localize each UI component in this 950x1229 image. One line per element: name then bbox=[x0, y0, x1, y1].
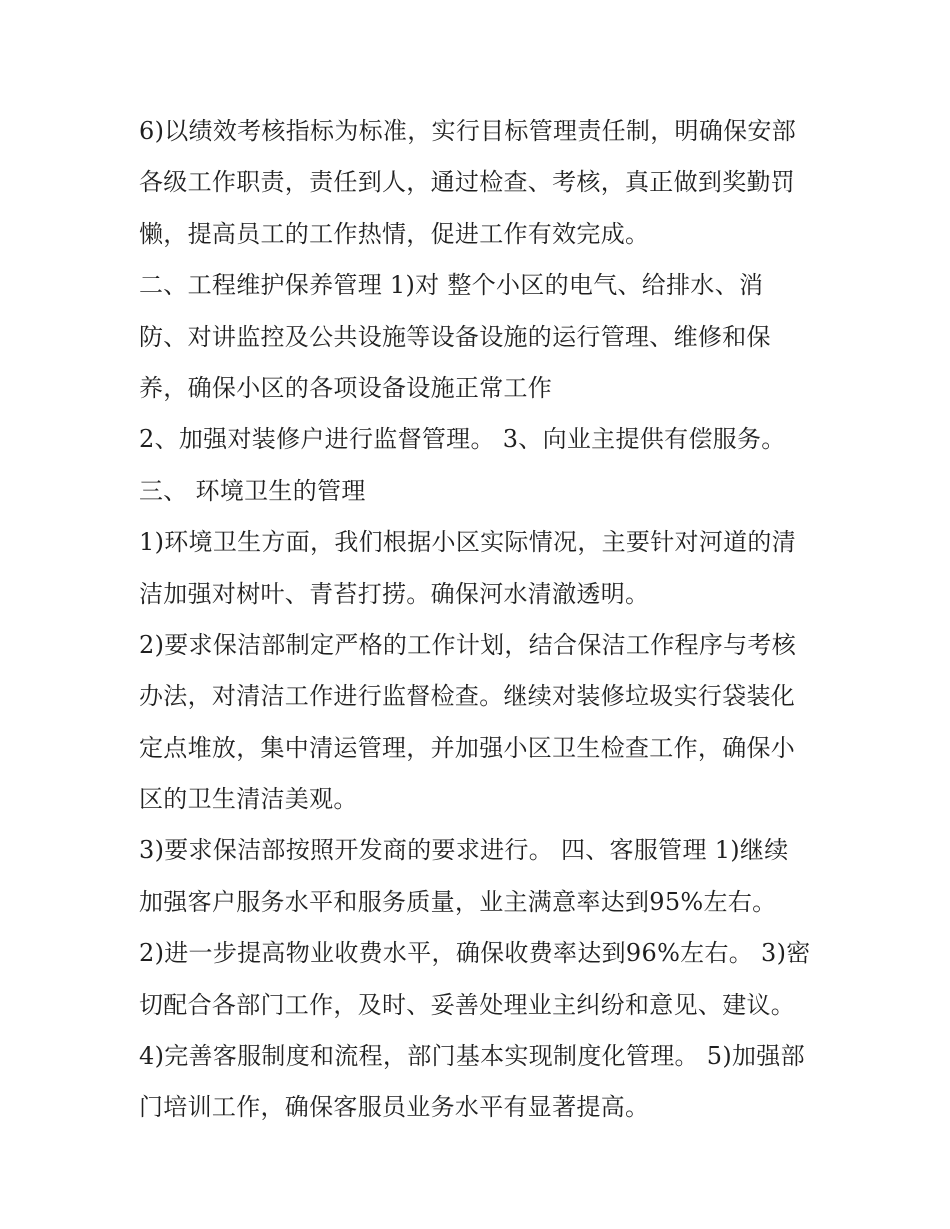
text-line: 切配合各部门工作，及时、妥善处理业主纠纷和意见、建议。 bbox=[139, 990, 796, 1019]
text-line: 2)要求保洁部制定严格的工作计划，结合保洁工作程序与考核 bbox=[139, 630, 797, 659]
text-line: 门培训工作，确保客服员业务水平有显著提高。 bbox=[139, 1093, 650, 1122]
text-line: 办法，对清洁工作进行监督检查。继续对装修垃圾实行袋装化 bbox=[139, 682, 796, 711]
text-line: 2)进一步提高物业收费水平，确保收费率达到96%左右。 3)密 bbox=[139, 939, 811, 968]
section-heading-environment: 三、 环境卫生的管理 bbox=[139, 476, 366, 505]
text-line: 防、对讲监控及公共设施等设备设施的运行管理、维修和保 bbox=[139, 322, 771, 351]
text-line: 懒，提高员工的工作热情，促进工作有效完成。 bbox=[139, 219, 650, 248]
text-line: 区的卫生清洁美观。 bbox=[139, 785, 358, 814]
text-line: 洁加强对树叶、青苔打捞。确保河水清澈透明。 bbox=[139, 579, 650, 608]
text-line: 3)要求保洁部按照开发商的要求进行。 四、客服管理 1)继续 bbox=[139, 836, 789, 865]
text-line: 养，确保小区的各项设备设施正常工作 bbox=[139, 373, 553, 402]
text-line: 各级工作职责，责任到人，通过检查、考核，真正做到奖勤罚 bbox=[139, 168, 796, 197]
text-line: 1)环境卫生方面，我们根据小区实际情况，主要针对河道的清 bbox=[139, 528, 797, 557]
text-line: 定点堆放，集中清运管理，并加强小区卫生检查工作，确保小 bbox=[139, 733, 796, 762]
text-line: 6)以绩效考核指标为标准，实行目标管理责任制，明确保安部 bbox=[139, 117, 797, 145]
text-line: 加强客户服务水平和服务质量，业主满意率达到95%左右。 bbox=[139, 887, 777, 916]
section-heading-engineering: 二、工程维护保养管理 1)对 整个小区的电气、给排水、消 bbox=[139, 271, 764, 300]
text-line: 2、加强对装修户进行监督管理。 3、向业主提供有偿服务。 bbox=[139, 425, 786, 454]
text-line: 4)完善客服制度和流程，部门基本实现制度化管理。 5)加强部 bbox=[139, 1042, 805, 1071]
document-body bbox=[139, 106, 829, 1134]
